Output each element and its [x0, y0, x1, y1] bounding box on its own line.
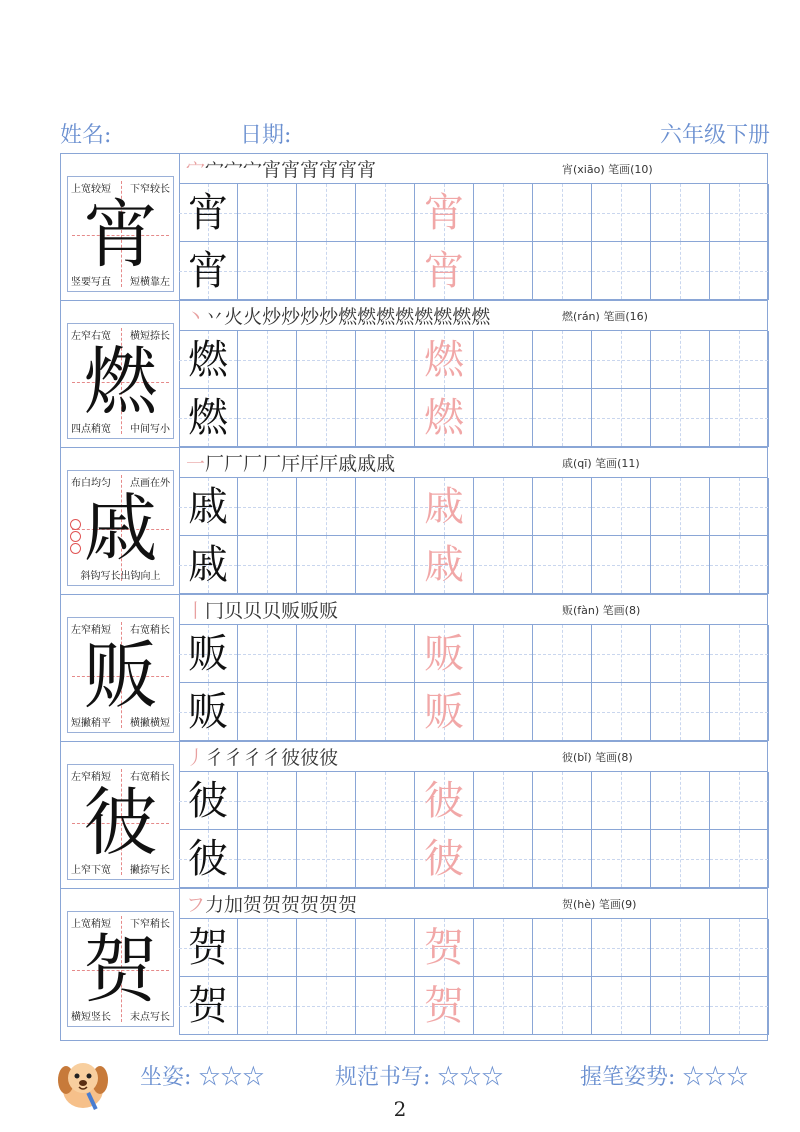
- posture-rating: 坐姿: ☆☆☆: [140, 1065, 265, 1090]
- grid-cell[interactable]: [179, 242, 238, 300]
- model-character: 燃: [83, 339, 158, 425]
- trace-character: 贺: [424, 983, 464, 1029]
- grid-cell[interactable]: [651, 830, 710, 888]
- model-character: 宵: [83, 192, 158, 278]
- stroke-step: 彼: [281, 747, 301, 769]
- stroke-step: 丶: [186, 306, 206, 328]
- grid-cell[interactable]: [651, 977, 710, 1035]
- stroke-step: 宀: [243, 159, 263, 181]
- trace-character: 戚: [424, 484, 464, 530]
- grade-label: 六年级下册: [659, 123, 770, 148]
- grid-cell[interactable]: [592, 830, 651, 888]
- grid-cell[interactable]: [297, 478, 356, 536]
- grid-cell[interactable]: [238, 331, 297, 389]
- grid-cell[interactable]: [710, 331, 769, 389]
- grid-cell[interactable]: [651, 478, 710, 536]
- example-character: 贩: [188, 631, 228, 677]
- grid-cell[interactable]: [474, 389, 533, 447]
- stroke-step: 贺: [338, 894, 358, 916]
- grip-rating: 握笔姿势: ☆☆☆: [580, 1065, 749, 1090]
- stroke-step: 贺: [319, 894, 339, 916]
- grid-cell[interactable]: [297, 977, 356, 1035]
- structure-tip-box: [67, 323, 174, 439]
- grid-cell[interactable]: [356, 772, 415, 830]
- structure-tip-box: [67, 764, 174, 880]
- example-character: 贺: [188, 983, 228, 1029]
- stroke-sequence: [186, 302, 490, 329]
- tip-text: 左窄右宽: [71, 331, 111, 342]
- grid-cell[interactable]: [356, 478, 415, 536]
- grid-cell[interactable]: [415, 772, 474, 830]
- example-character: 彼: [188, 778, 228, 824]
- name-label: 姓名:: [60, 123, 112, 148]
- trace-character: 彼: [424, 778, 464, 824]
- grid-cell[interactable]: [533, 389, 592, 447]
- practice-sheet: [60, 153, 768, 1041]
- tip-text: 上宽稍短: [71, 919, 111, 930]
- stroke-order-strip: [179, 448, 767, 478]
- tip-text: 右宽稍长: [130, 625, 170, 636]
- stroke-step: 贩: [319, 600, 339, 622]
- grid-cell[interactable]: [238, 184, 297, 242]
- grid-cell[interactable]: [651, 919, 710, 977]
- stroke-step: 燃: [395, 306, 415, 328]
- grid-cell[interactable]: [179, 683, 238, 741]
- grid-cell[interactable]: [710, 242, 769, 300]
- tip-text: 左窄稍短: [71, 772, 111, 783]
- pinyin-stroke-count: 贺(hè) 笔画(9): [562, 898, 637, 911]
- grid-cell[interactable]: [238, 919, 297, 977]
- grid-cell[interactable]: [533, 184, 592, 242]
- tip-text: 短撇稍平: [71, 718, 111, 729]
- stroke-step: 宵: [281, 159, 301, 181]
- pinyin-stroke-count: 彼(bǐ) 笔画(8): [562, 751, 633, 764]
- model-character: 贺: [83, 927, 158, 1013]
- stroke-step: 宀: [224, 159, 244, 181]
- grid-cell[interactable]: [179, 536, 238, 594]
- grid-cell[interactable]: [179, 830, 238, 888]
- grid-cell[interactable]: [533, 977, 592, 1035]
- tip-text: 中间写小: [130, 424, 170, 435]
- grid-cell[interactable]: [415, 478, 474, 536]
- grid-cell[interactable]: [356, 184, 415, 242]
- grid-cell[interactable]: [356, 919, 415, 977]
- stroke-step: 彳: [243, 747, 263, 769]
- grid-cell[interactable]: [179, 977, 238, 1035]
- character-block: [61, 448, 767, 595]
- stroke-step: 宀: [186, 159, 206, 181]
- grid-cell[interactable]: [179, 184, 238, 242]
- stroke-order-strip: [179, 742, 767, 772]
- tip-text: 左窄稍短: [71, 625, 111, 636]
- model-character: 戚: [83, 486, 158, 572]
- character-block: [61, 595, 767, 742]
- stroke-step: 炒: [300, 306, 320, 328]
- example-character: 宵: [188, 248, 228, 294]
- grid-cell[interactable]: [651, 389, 710, 447]
- stroke-step: 一: [186, 453, 206, 475]
- grid-cell[interactable]: [415, 536, 474, 594]
- writing-grid: [179, 478, 767, 594]
- grid-cell[interactable]: [592, 683, 651, 741]
- tip-text: 下窄稍长: [130, 919, 170, 930]
- stroke-sequence: [186, 155, 376, 182]
- tip-text: 撇捺写长: [130, 865, 170, 876]
- grid-cell[interactable]: [651, 625, 710, 683]
- grid-cell[interactable]: [238, 478, 297, 536]
- example-character: 贩: [188, 689, 228, 735]
- grid-cell[interactable]: [533, 830, 592, 888]
- grid-cell[interactable]: [179, 625, 238, 683]
- stroke-step: フ: [186, 894, 206, 916]
- grid-cell[interactable]: [474, 830, 533, 888]
- grid-cell[interactable]: [474, 977, 533, 1035]
- grid-cell[interactable]: [415, 683, 474, 741]
- stroke-step: 贺: [300, 894, 320, 916]
- grid-cell[interactable]: [474, 536, 533, 594]
- grid-cell[interactable]: [710, 977, 769, 1035]
- pinyin-stroke-count: 贩(fàn) 笔画(8): [562, 604, 641, 617]
- grid-cell[interactable]: [238, 683, 297, 741]
- grid-cell[interactable]: [474, 242, 533, 300]
- model-character: 彼: [83, 780, 158, 866]
- grid-cell[interactable]: [533, 772, 592, 830]
- grid-cell[interactable]: [179, 919, 238, 977]
- character-block: [61, 742, 767, 889]
- pinyin-stroke-count: 燃(rán) 笔画(16): [562, 310, 648, 323]
- stroke-step: 厈: [300, 453, 320, 475]
- grid-cell[interactable]: [474, 184, 533, 242]
- grid-cell[interactable]: [651, 536, 710, 594]
- example-character: 燃: [188, 395, 228, 441]
- tip-text: 上窄下宽: [71, 865, 111, 876]
- example-character: 宵: [188, 190, 228, 236]
- stroke-step: 炒: [262, 306, 282, 328]
- character-block: [61, 889, 767, 1036]
- grid-cell[interactable]: [592, 625, 651, 683]
- tip-text: 斜钩写长出钩向上: [80, 571, 161, 582]
- example-character: 燃: [188, 337, 228, 383]
- tip-text: 点画在外: [130, 478, 170, 489]
- grid-cell[interactable]: [533, 683, 592, 741]
- grid-cell[interactable]: [415, 331, 474, 389]
- grid-cell[interactable]: [710, 772, 769, 830]
- stroke-step: 贺: [243, 894, 263, 916]
- grid-cell[interactable]: [356, 389, 415, 447]
- grid-cell[interactable]: [710, 478, 769, 536]
- date-label: 日期:: [240, 123, 292, 148]
- tip-text: 横撇横短: [130, 718, 170, 729]
- grid-cell[interactable]: [710, 919, 769, 977]
- stroke-step: 戚: [376, 453, 396, 475]
- stroke-step: 燃: [471, 306, 491, 328]
- stroke-step: 燃: [452, 306, 472, 328]
- stroke-sequence: [186, 596, 338, 623]
- stroke-step: 火: [243, 306, 263, 328]
- grid-cell[interactable]: [356, 242, 415, 300]
- stroke-step: 炒: [281, 306, 301, 328]
- stroke-sequence: [186, 449, 395, 476]
- tip-text: 横短竖长: [71, 1012, 111, 1023]
- grid-cell[interactable]: [592, 772, 651, 830]
- grid-cell[interactable]: [415, 977, 474, 1035]
- grid-cell[interactable]: [415, 830, 474, 888]
- grid-cell[interactable]: [238, 977, 297, 1035]
- tip-text: 布白均匀: [71, 478, 111, 489]
- grid-cell[interactable]: [238, 830, 297, 888]
- grid-cell[interactable]: [297, 536, 356, 594]
- grid-cell[interactable]: [592, 919, 651, 977]
- stroke-sequence: [186, 743, 338, 770]
- grid-cell[interactable]: [415, 625, 474, 683]
- grid-cell[interactable]: [238, 242, 297, 300]
- grid-cell[interactable]: [356, 977, 415, 1035]
- trace-character: 贩: [424, 631, 464, 677]
- stroke-step: 厈: [319, 453, 339, 475]
- pinyin-stroke-count: 宵(xiāo) 笔画(10): [562, 163, 653, 176]
- example-character: 戚: [188, 484, 228, 530]
- stroke-step: 贝: [262, 600, 282, 622]
- grid-cell[interactable]: [651, 683, 710, 741]
- stroke-step: 彼: [319, 747, 339, 769]
- writing-grid: [179, 184, 767, 300]
- grid-cell[interactable]: [592, 536, 651, 594]
- grid-cell[interactable]: [592, 331, 651, 389]
- trace-character: 贩: [424, 689, 464, 735]
- stroke-step: 丷: [205, 306, 225, 328]
- stroke-step: 宵: [338, 159, 358, 181]
- grid-cell[interactable]: [710, 625, 769, 683]
- grid-cell[interactable]: [238, 389, 297, 447]
- grid-cell[interactable]: [710, 184, 769, 242]
- stroke-order-strip: [179, 301, 767, 331]
- grid-cell[interactable]: [297, 184, 356, 242]
- stroke-step: 燃: [338, 306, 358, 328]
- grid-cell[interactable]: [179, 772, 238, 830]
- tip-text: 横短捺长: [130, 331, 170, 342]
- grid-cell[interactable]: [651, 772, 710, 830]
- tip-text: 上宽较短: [71, 184, 111, 195]
- writing-grid: [179, 331, 767, 447]
- stroke-step: 贩: [281, 600, 301, 622]
- grid-cell[interactable]: [592, 389, 651, 447]
- trace-character: 贺: [424, 925, 464, 971]
- grid-cell[interactable]: [533, 331, 592, 389]
- stroke-step: 燃: [357, 306, 377, 328]
- stroke-step: 厈: [281, 453, 301, 475]
- grid-cell[interactable]: [592, 478, 651, 536]
- stroke-step: 厂: [205, 453, 225, 475]
- grid-cell[interactable]: [592, 184, 651, 242]
- tip-text: 竖要写直: [71, 277, 111, 288]
- stroke-step: 宀: [205, 159, 225, 181]
- stroke-step: 贝: [224, 600, 244, 622]
- pinyin-stroke-count: 戚(qī) 笔画(11): [562, 457, 640, 470]
- stroke-order-strip: [179, 154, 767, 184]
- stroke-step: 戚: [338, 453, 358, 475]
- grid-cell[interactable]: [356, 536, 415, 594]
- grid-cell[interactable]: [592, 977, 651, 1035]
- grid-cell[interactable]: [297, 625, 356, 683]
- grid-cell[interactable]: [533, 478, 592, 536]
- writing-grid: [179, 625, 767, 741]
- grid-cell[interactable]: [533, 536, 592, 594]
- grid-cell[interactable]: [179, 331, 238, 389]
- grid-cell[interactable]: [474, 625, 533, 683]
- stroke-step: 彳: [262, 747, 282, 769]
- tip-text: 末点写长: [130, 1012, 170, 1023]
- grid-cell[interactable]: [533, 625, 592, 683]
- structure-tip-box: [67, 470, 174, 586]
- grid-cell[interactable]: [710, 683, 769, 741]
- grid-cell[interactable]: [356, 331, 415, 389]
- stroke-step: 丨: [186, 600, 206, 622]
- grid-cell[interactable]: [474, 331, 533, 389]
- grid-cell[interactable]: [297, 772, 356, 830]
- writing-grid: [179, 772, 767, 888]
- example-character: 彼: [188, 836, 228, 882]
- grid-cell[interactable]: [179, 389, 238, 447]
- stroke-step: 火: [224, 306, 244, 328]
- grid-cell[interactable]: [356, 625, 415, 683]
- grid-cell[interactable]: [533, 242, 592, 300]
- stroke-step: 燃: [433, 306, 453, 328]
- page-number: 2: [393, 1097, 407, 1121]
- grid-cell[interactable]: [474, 478, 533, 536]
- stroke-step: 贺: [281, 894, 301, 916]
- stroke-sequence: [186, 890, 357, 917]
- grid-cell[interactable]: [179, 478, 238, 536]
- example-character: 戚: [188, 542, 228, 588]
- tip-text: 四点稍宽: [71, 424, 111, 435]
- stroke-order-strip: [179, 595, 767, 625]
- tip-text: 短横靠左: [130, 277, 170, 288]
- grid-cell[interactable]: [238, 772, 297, 830]
- circle-marks: [70, 519, 81, 555]
- stroke-order-strip: [179, 889, 767, 919]
- stroke-step: 贩: [300, 600, 320, 622]
- stroke-step: 彳: [224, 747, 244, 769]
- grid-cell[interactable]: [651, 331, 710, 389]
- grid-cell[interactable]: [297, 389, 356, 447]
- stroke-step: 宵: [262, 159, 282, 181]
- writing-grid: [179, 919, 767, 1035]
- stroke-step: 厂: [262, 453, 282, 475]
- model-character: 贩: [83, 633, 158, 719]
- trace-character: 彼: [424, 836, 464, 882]
- tip-text: 下窄较长: [130, 184, 170, 195]
- stroke-step: 厂: [224, 453, 244, 475]
- grid-cell[interactable]: [356, 830, 415, 888]
- structure-tip-box: [67, 617, 174, 733]
- grid-cell[interactable]: [415, 242, 474, 300]
- stroke-step: 燃: [414, 306, 434, 328]
- stroke-step: 戚: [357, 453, 377, 475]
- grid-cell[interactable]: [356, 683, 415, 741]
- grid-cell[interactable]: [710, 536, 769, 594]
- stroke-step: 丿: [186, 747, 206, 769]
- grid-cell[interactable]: [710, 830, 769, 888]
- stroke-step: 宵: [357, 159, 377, 181]
- grid-cell[interactable]: [238, 536, 297, 594]
- tip-text: 右宽稍长: [130, 772, 170, 783]
- character-block: [61, 154, 767, 301]
- stroke-step: 彼: [300, 747, 320, 769]
- stroke-step: 宵: [300, 159, 320, 181]
- grid-cell[interactable]: [474, 919, 533, 977]
- grid-cell[interactable]: [474, 683, 533, 741]
- grid-cell[interactable]: [415, 389, 474, 447]
- grid-cell[interactable]: [533, 919, 592, 977]
- stroke-step: 彳: [205, 747, 225, 769]
- writing-rating: 规范书写: ☆☆☆: [335, 1065, 504, 1090]
- grid-cell[interactable]: [297, 331, 356, 389]
- grid-cell[interactable]: [297, 242, 356, 300]
- structure-tip-box: [67, 911, 174, 1027]
- stroke-step: 宵: [319, 159, 339, 181]
- trace-character: 燃: [424, 395, 464, 441]
- example-character: 贺: [188, 925, 228, 971]
- grid-cell[interactable]: [710, 389, 769, 447]
- stroke-step: 贝: [243, 600, 263, 622]
- trace-character: 戚: [424, 542, 464, 588]
- stroke-step: 燃: [376, 306, 396, 328]
- grid-cell[interactable]: [651, 184, 710, 242]
- grid-cell[interactable]: [297, 683, 356, 741]
- stroke-step: 加: [224, 894, 244, 916]
- grid-cell[interactable]: [474, 772, 533, 830]
- grid-cell[interactable]: [238, 625, 297, 683]
- grid-cell[interactable]: [651, 242, 710, 300]
- grid-cell[interactable]: [415, 184, 474, 242]
- trace-character: 燃: [424, 337, 464, 383]
- grid-cell[interactable]: [297, 919, 356, 977]
- grid-cell[interactable]: [297, 830, 356, 888]
- stroke-step: 贺: [262, 894, 282, 916]
- grid-cell[interactable]: [415, 919, 474, 977]
- stroke-step: 厂: [243, 453, 263, 475]
- structure-tip-box: [67, 176, 174, 292]
- trace-character: 宵: [424, 190, 464, 236]
- grid-cell[interactable]: [592, 242, 651, 300]
- stroke-step: 力: [205, 894, 225, 916]
- character-block: [61, 301, 767, 448]
- trace-character: 宵: [424, 248, 464, 294]
- stroke-step: 炒: [319, 306, 339, 328]
- stroke-step: 冂: [205, 600, 225, 622]
